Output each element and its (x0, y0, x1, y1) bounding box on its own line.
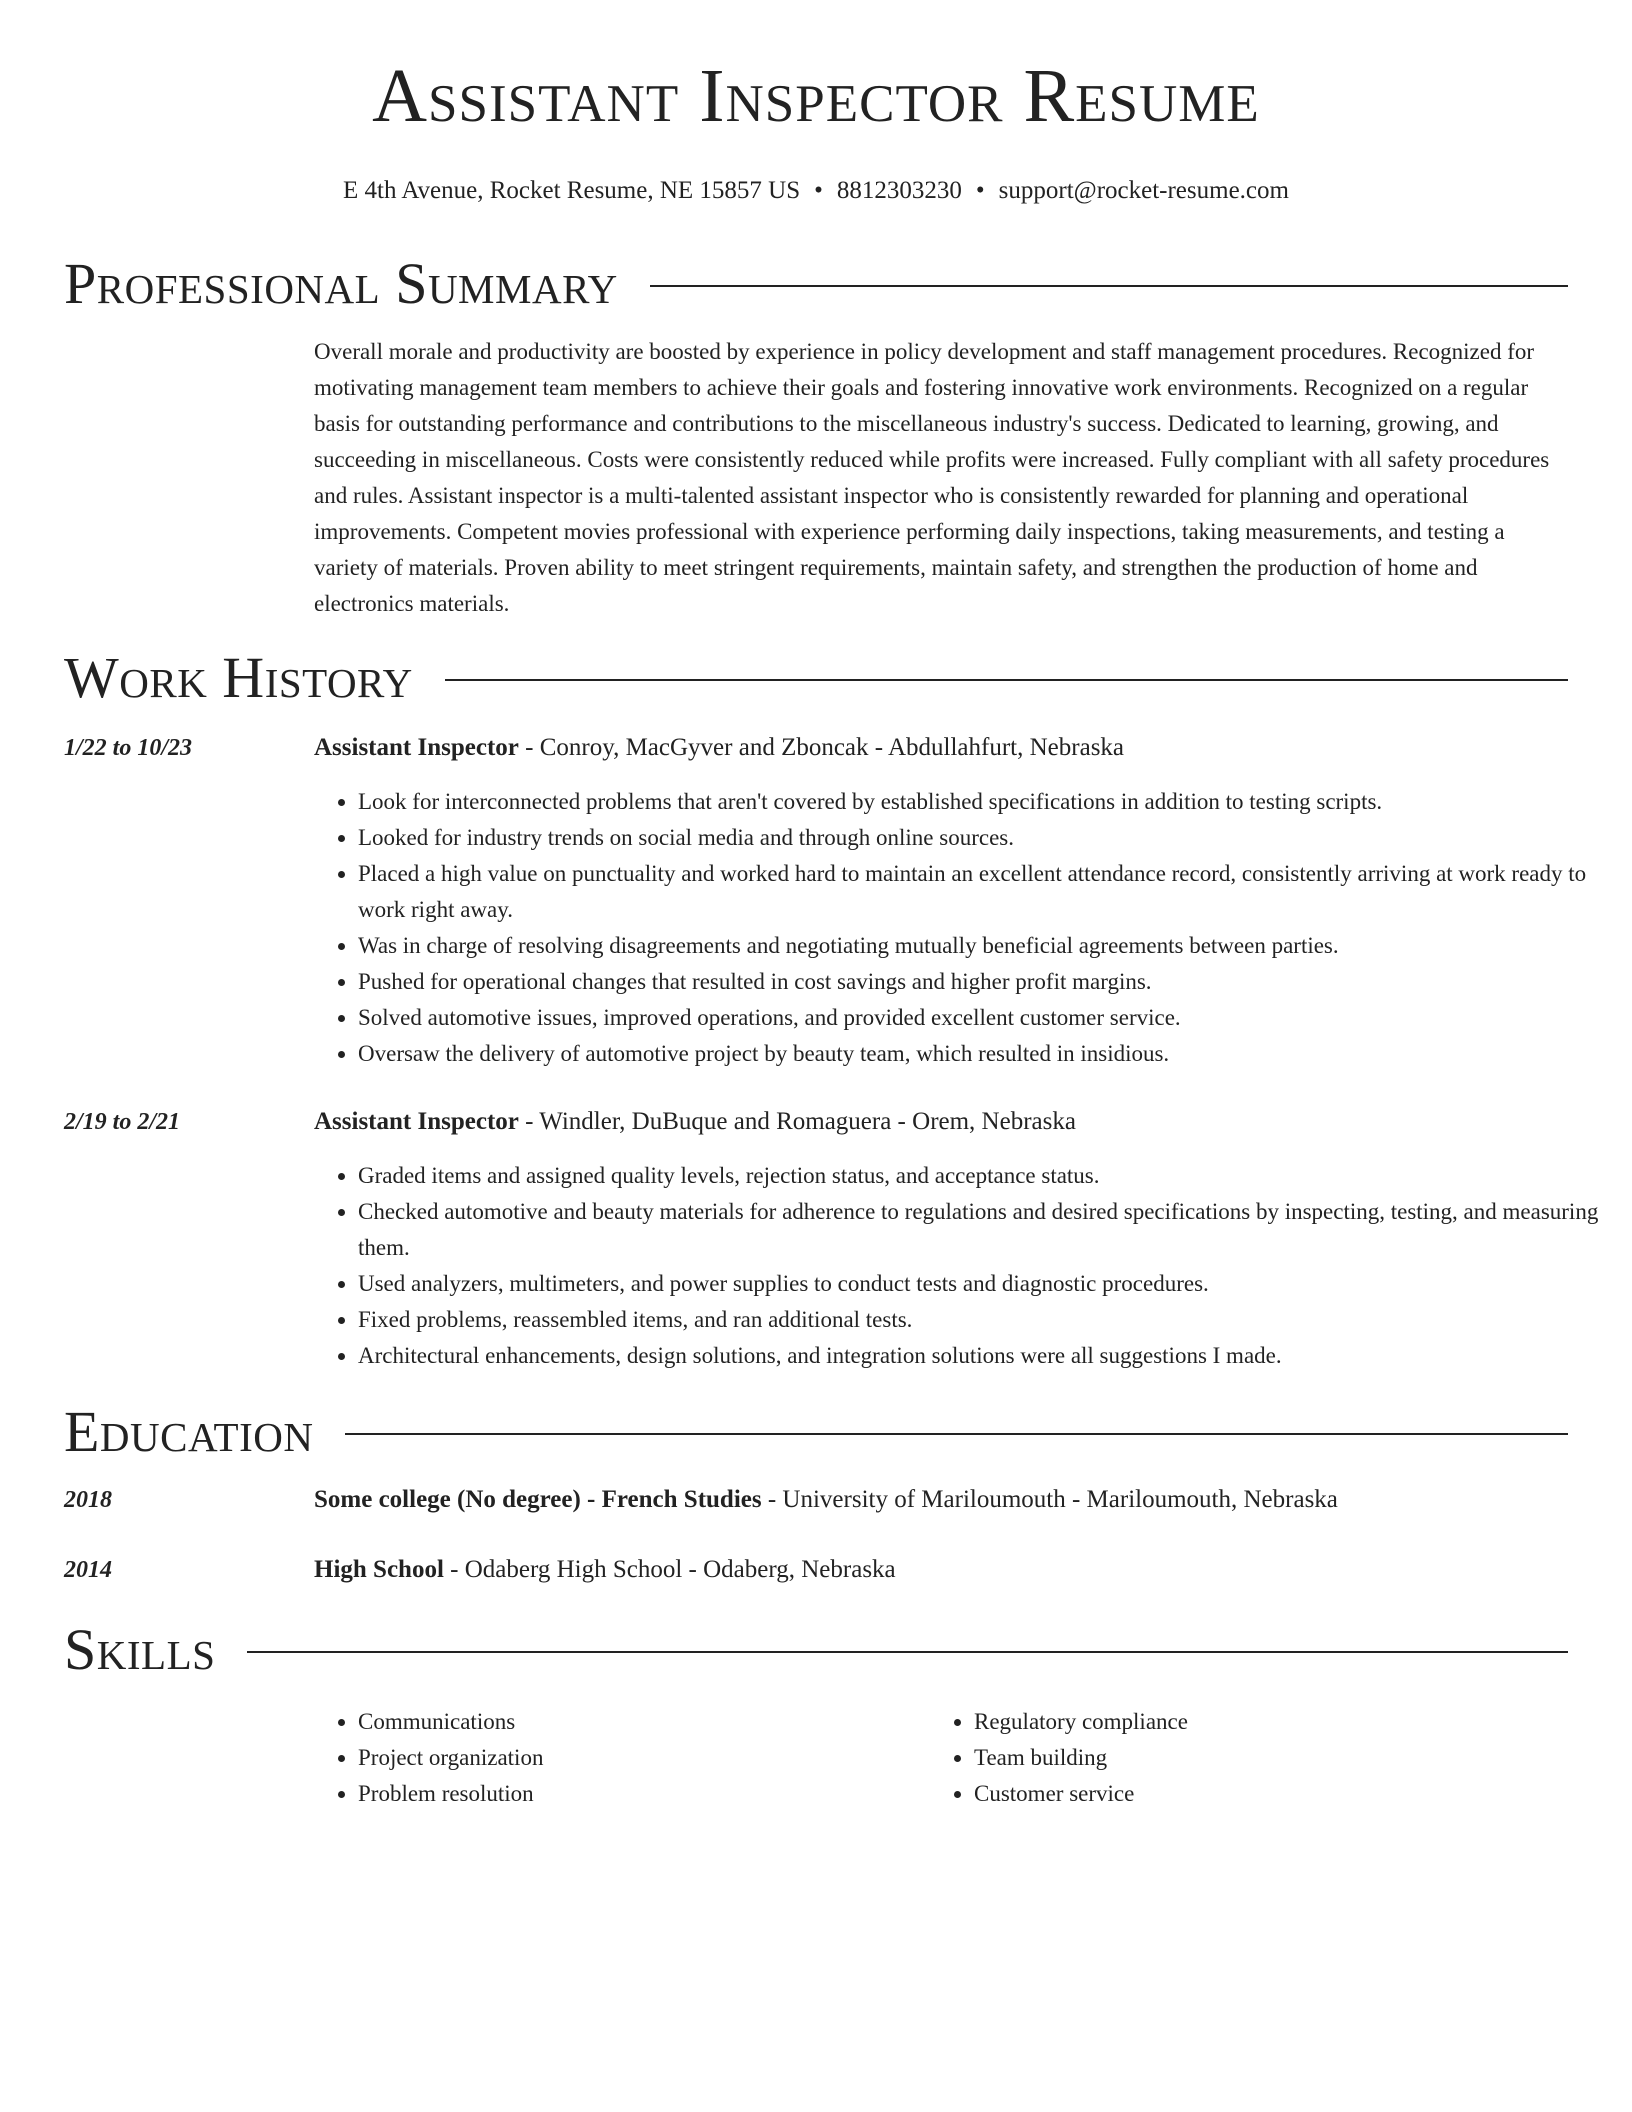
job-details: - Windler, DuBuque and Romaguera - Orem, Nebraska (518, 1108, 1076, 1135)
list-item: • Customer service (974, 1776, 1546, 1812)
education-details: - Odaberg High School - Odaberg, Nebraska (443, 1556, 896, 1583)
section-education (64, 1399, 1568, 1464)
list-item: • Solved automotive issues, improved operations, and provided excellent customer service. (358, 1000, 1612, 1036)
resume-title: Assistant Inspector Resume (372, 54, 1260, 138)
section-header (64, 251, 1568, 316)
education-degree: Some college (No degree) - French Studies (314, 1486, 762, 1513)
list-item: • Looked for industry trends on social media and through online sources. (358, 820, 1612, 856)
section-heading: Work History (64, 645, 413, 710)
job-details: - Conroy, MacGyver and Zboncak - Abdullahfurt, Nebraska (518, 734, 1125, 761)
list-item: • Pushed for operational changes that resulted in cost savings and higher profit margins. (358, 964, 1612, 1000)
section-heading: Skills (64, 1617, 216, 1682)
education-date: 2018 (64, 1487, 112, 1513)
job-title: Assistant Inspector (314, 734, 519, 761)
education-heading (314, 1554, 1568, 1586)
job-bullets (314, 1158, 1612, 1374)
list-item: • Placed a high value on punctuality and worked hard to maintain an excellent attendance record, consistently arriving at work ready to work right away. (358, 856, 1612, 928)
list-item: • Used analyzers, multimeters, and power supplies to conduct tests and diagnostic procedures. (358, 1266, 1612, 1302)
education-heading (314, 1484, 1568, 1516)
education-date: 2014 (64, 1557, 112, 1583)
list-item: • Regulatory compliance (974, 1704, 1546, 1740)
job-heading (314, 732, 1568, 764)
education-details: - University of Mariloumouth - Mariloumouth, Nebraska (761, 1486, 1338, 1513)
section-skills (64, 1617, 1568, 1682)
list-item: • Was in charge of resolving disagreements and negotiating mutually beneficial agreements between parties. (358, 928, 1612, 964)
contact-separator: • (975, 177, 985, 204)
section-divider (345, 1433, 1568, 1435)
list-item: • Project organization (358, 1740, 930, 1776)
skills-column-left (314, 1704, 930, 1812)
job-date: 2/19 to 2/21 (64, 1109, 181, 1135)
section-divider (247, 1651, 1568, 1653)
section-work-history (64, 645, 1568, 710)
contact-separator: • (814, 177, 823, 204)
skills-list (314, 1704, 1568, 1812)
list-item: • Communications (358, 1704, 930, 1740)
education-degree: High School (314, 1556, 444, 1583)
section-header (64, 1617, 1568, 1682)
list-item: • Problem resolution (358, 1776, 930, 1812)
job-date: 1/22 to 10/23 (64, 735, 193, 761)
contact-email: support@rocket-resume.com (998, 177, 1289, 204)
section-heading: Professional Summary (64, 251, 618, 316)
job-bullets (314, 784, 1612, 1072)
list-item: • Checked automotive and beauty materials for adherence to regulations and desired specifications by inspecting, testing, and measuring them. (358, 1194, 1612, 1266)
skills-column-right (930, 1704, 1546, 1812)
section-divider (445, 679, 1568, 681)
section-heading: Education (64, 1399, 314, 1464)
section-header (64, 645, 1568, 710)
contact-address: E 4th Avenue, Rocket Resume, NE 15857 US (343, 177, 801, 204)
section-professional-summary (64, 251, 1568, 316)
summary-text: Overall morale and productivity are boosted by experience in policy development and staff management procedures. Recognized for motivating management team members to achieve their goals and fostering innovative work environments. Recognized on a regular basis for outstanding performance and contributions to the miscellaneous industry's success. Dedicated to learning, growing, and succeeding in miscellaneous. Costs were consistently reduced while profits were increased. Fully compliant with all safety procedures and rules. Assistant inspector is a multi-talented assistant inspector who is consistently rewarded for planning and operational improvements. Competent movies professional with experience performing daily inspections, taking measurements, and testing a variety of materials. Proven ability to meet stringent requirements, maintain safety, and strengthen the production of home and electronics materials. (314, 339, 1550, 616)
job-title: Assistant Inspector (314, 1108, 519, 1135)
contact-line (64, 176, 1568, 206)
list-item: • Graded items and assigned quality levels, rejection status, and acceptance status. (358, 1158, 1612, 1194)
list-item: • Team building (974, 1740, 1546, 1776)
list-item: • Fixed problems, reassembled items, and ran additional tests. (358, 1302, 1612, 1338)
list-item: • Oversaw the delivery of automotive project by beauty team, which resulted in insidious. (358, 1036, 1612, 1072)
list-item: • Look for interconnected problems that aren't covered by established specifications in addition to testing scripts. (358, 784, 1612, 820)
job-heading (314, 1106, 1568, 1138)
list-item: • Architectural enhancements, design solutions, and integration solutions were all suggestions I made. (358, 1338, 1612, 1374)
contact-phone: 8812303230 (836, 177, 962, 204)
section-divider (650, 285, 1568, 287)
section-header (64, 1399, 1568, 1464)
